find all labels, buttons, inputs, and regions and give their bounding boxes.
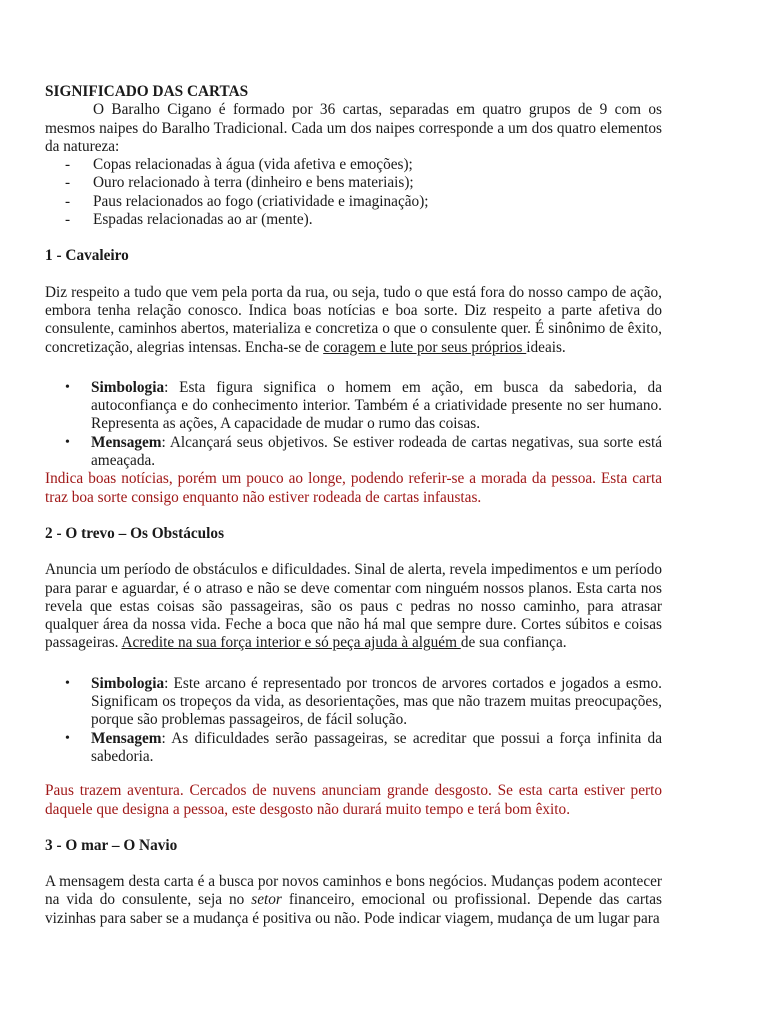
red-note: Indica boas notícias, porém um pouco ao longe, podendo referir-se a morada da pessoa. Esta carta traz boa sorte consigo enquanto não estiver rodeada de cartas infaustas. (45, 470, 662, 506)
list-item-mensagem: • Mensagem: Alcançará seus objetivos. Se estiver rodeada de cartas negativas, sua sorte está ameaçada. (65, 433, 662, 470)
section-paragraph: Diz respeito a tudo que vem pela porta da rua, ou seja, tudo o que está fora do nosso campo de ação, embora tenha relação conosco. Indica boas notícias e boa sorte. Diz respeito a parte afetiva do consulente, caminhos abertos, materializa e concretiza o que o consulente quer. É sinônimo de êxito, concretização, alegrias intensas. Encha-se de coragem e lute por seus próprios ideais. (45, 283, 662, 356)
list-item-simbologia: • Simbologia: Este arcano é representado por troncos de arvores cortados e jogados a esmo. Significam os tropeços da vida, as desorientações, mas que não trazem muitas preocupações, porque são problemas passageiros, de fácil solução. (65, 674, 662, 729)
dash-marker: - (65, 174, 71, 192)
elements-list (45, 156, 662, 229)
list-item-mensagem: • Mensagem: As dificuldades serão passageiras, se acreditar que possui a força infinita da sabedoria. (65, 729, 662, 765)
bullet-marker: • (65, 730, 70, 746)
bullet-marker: • (65, 434, 70, 450)
italic-text: setor (251, 891, 282, 909)
section-paragraph: A mensagem desta carta é a busca por novos caminhos e bons negócios. Mudanças podem acontecer na vida do consulente, seja no setor financeiro, emocional ou profissional. Depende das cartas vizinhas para saber se a mudança é positiva ou não. Pode indicar viagem, mudança de um lugar para (45, 873, 662, 927)
details-list (45, 379, 662, 470)
list-item: - Paus relacionados ao fogo (criatividade e imaginação); (65, 192, 429, 210)
list-item-simbologia: • Simbologia: Esta figura significa o homem em ação, em busca da sabedoria, da autoconfiança e do conhecimento interior. Também é a criatividade presente no ser humano. Representa as ações, A capacidade de mudar o rumo das coisas. (65, 378, 662, 433)
list-item: - Espadas relacionadas ao ar (mente). (65, 211, 313, 229)
list-item: - Ouro relacionado à terra (dinheiro e bens materiais); (65, 174, 414, 192)
red-note: Paus trazem aventura. Cercados de nuvens anunciam grande desgosto. Se esta carta estiver perto daquele que designa a pessoa, este desgosto não durará muito tempo e terá bom êxito. (45, 782, 662, 818)
bullet-marker: • (65, 379, 70, 395)
dash-marker: - (65, 211, 71, 229)
details-list (45, 675, 662, 766)
underlined-text: coragem e lute por seus próprios (323, 338, 527, 356)
intro-paragraph: O Baralho Cigano é formado por 36 cartas, separadas em quatro grupos de 9 com os mesmos naipes do Baralho Tradicional. Cada um dos naipes corresponde a um dos quatro elementos da natureza: (45, 101, 662, 155)
dash-marker: - (65, 192, 71, 210)
section-heading-cavaleiro: 1 - Cavaleiro (45, 247, 129, 265)
section-heading-trevo: 2 - O trevo – Os Obstáculos (45, 524, 225, 542)
dash-marker: - (65, 156, 71, 174)
document-title: SIGNIFICADO DAS CARTAS (45, 83, 249, 100)
bullet-marker: • (65, 675, 70, 691)
section-paragraph: Anuncia um período de obstáculos e dificuldades. Sinal de alerta, revela impedimentos e um período para parar e aguardar, é o atraso e não se deve comentar com ninguém nossos planos. Esta carta nos revela que estas coisas são passageiras, são os paus c pedras no nosso caminho, para atrasar qualquer área da nossa vida. Feche a boca que não há mal que sempre dure. Cortes súbitos e coisas passageiras. Acredite na sua força interior e só peça ajuda à alguém de sua confiança. (45, 561, 662, 652)
underlined-text: Acredite na sua força interior e só peça ajuda à alguém (121, 634, 461, 652)
section-heading-navio: 3 - O mar – O Navio (45, 836, 178, 854)
list-item: - Copas relacionadas à água (vida afetiva e emoções); (65, 156, 413, 174)
